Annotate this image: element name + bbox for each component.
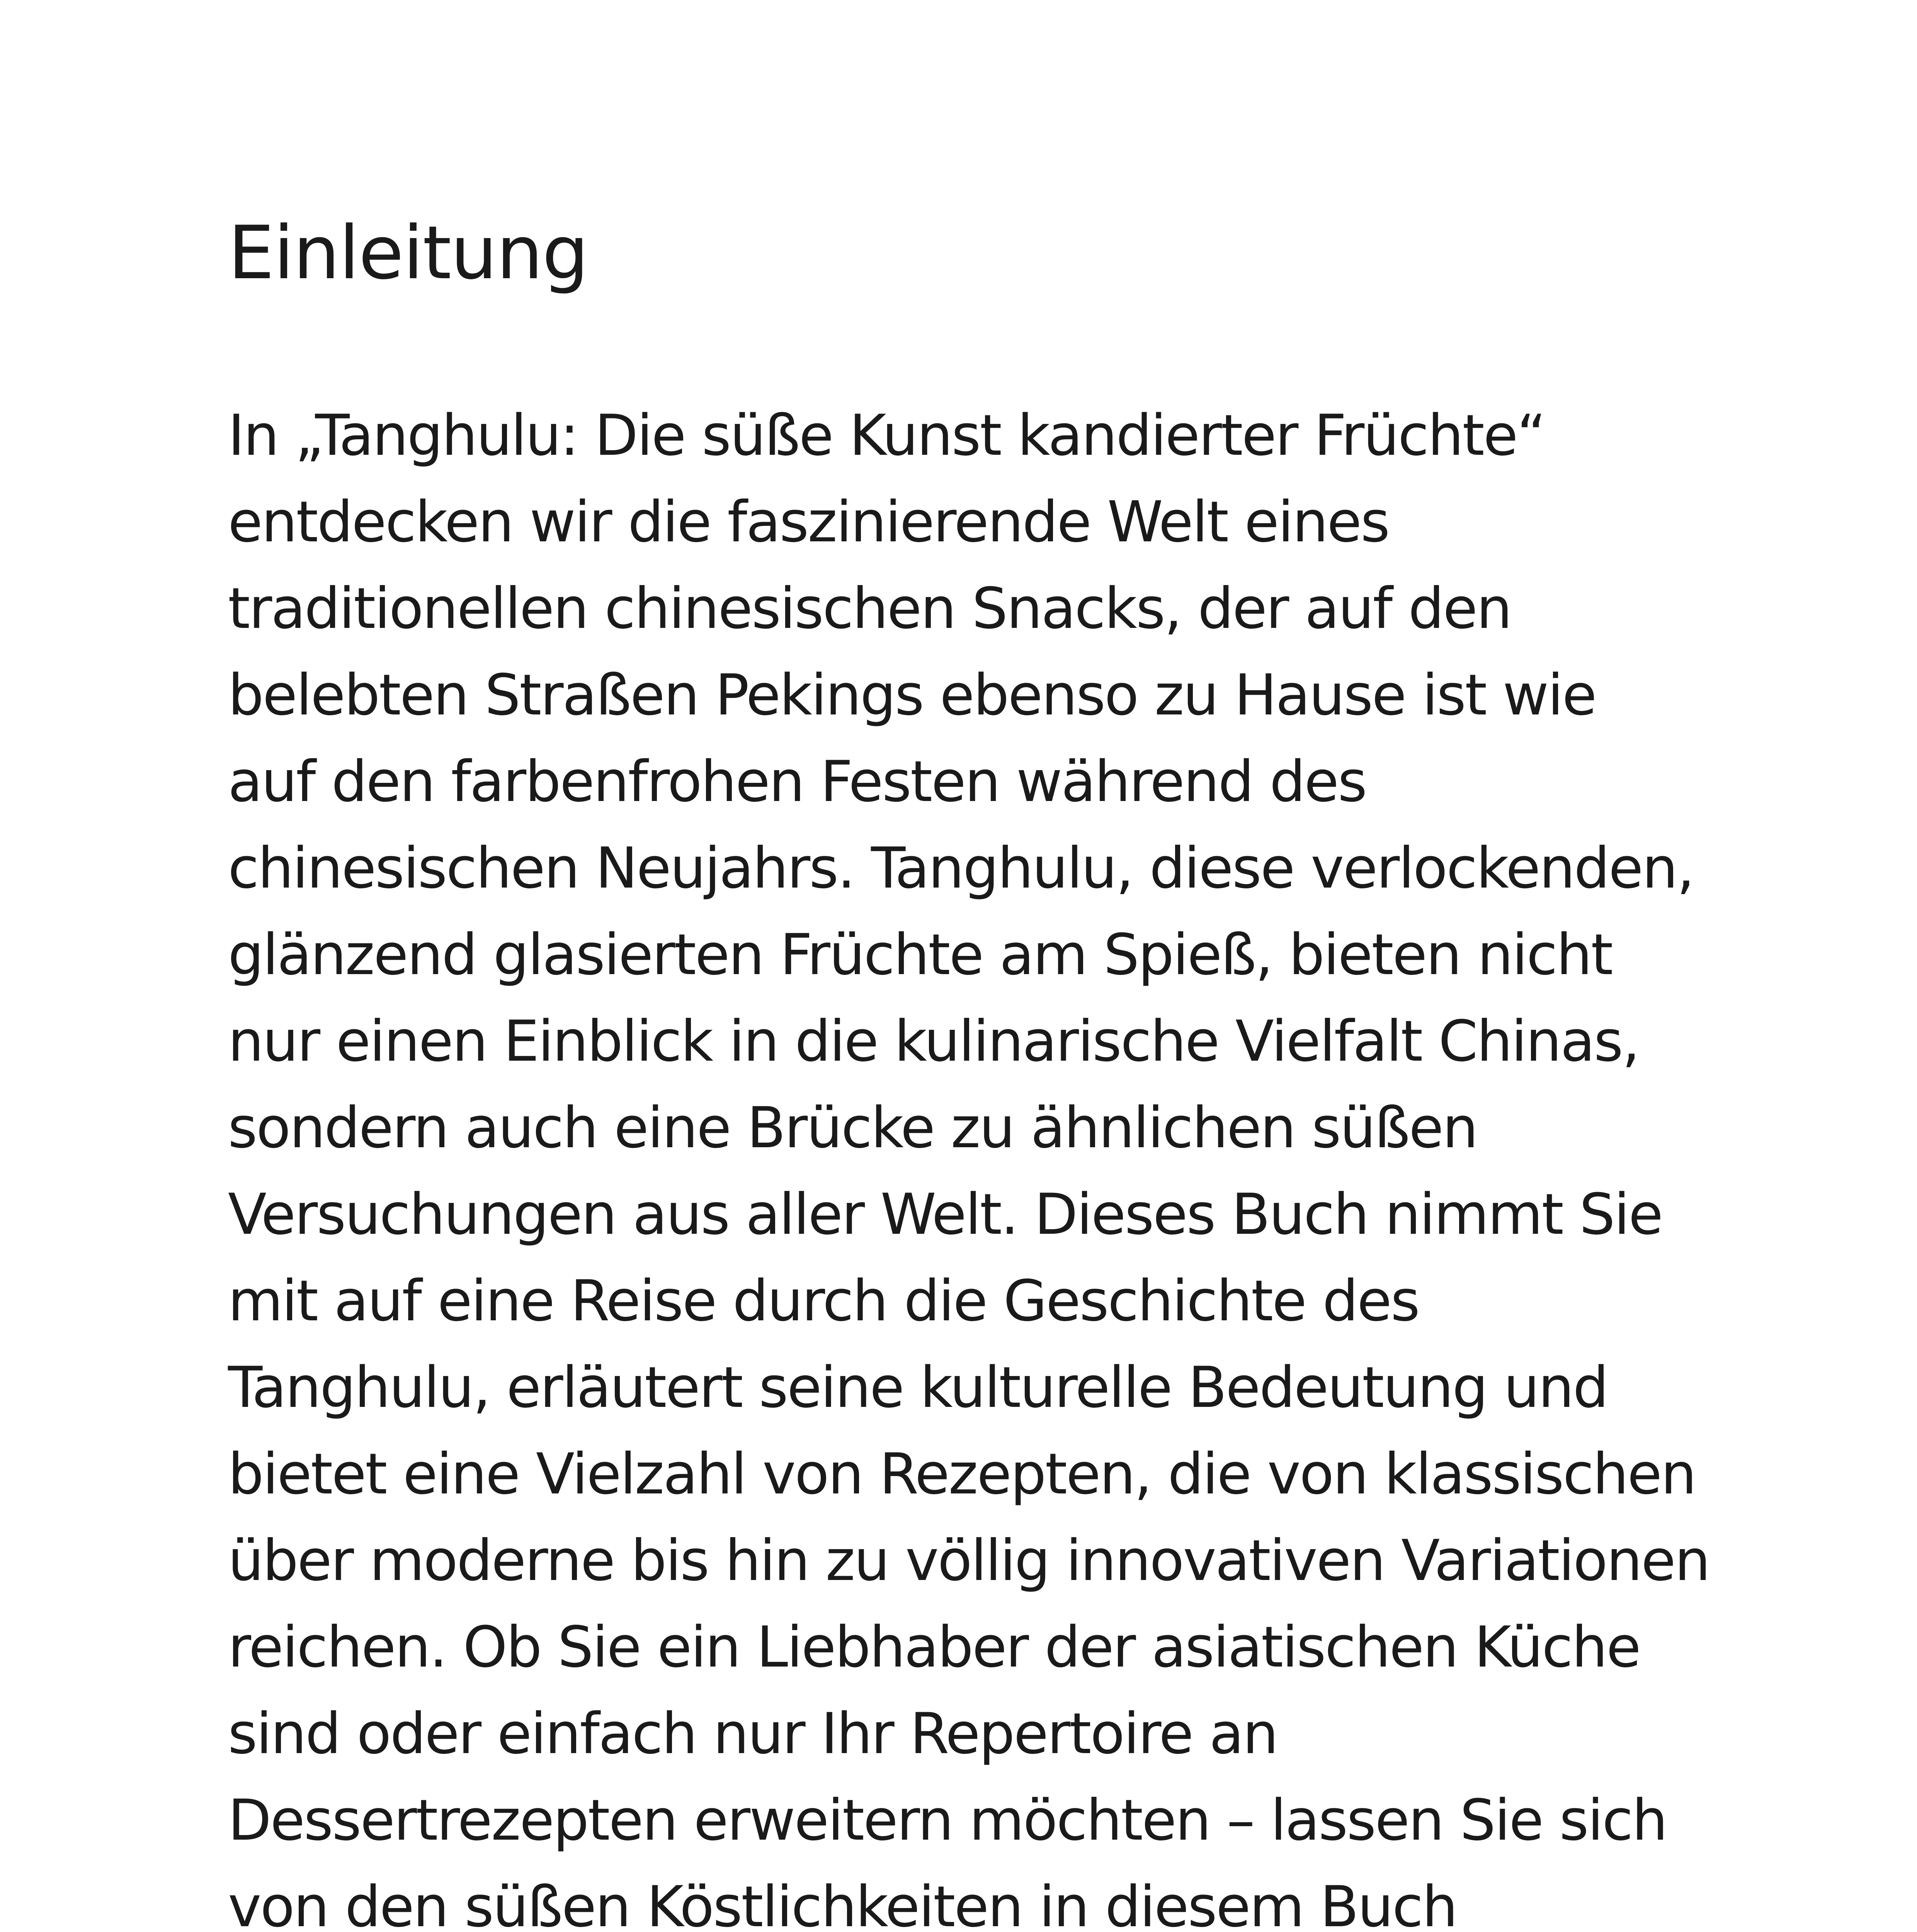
paragraph-line: auf den farbenfrohen Festen während des	[228, 749, 1366, 815]
paragraph-line: reichen. Ob Sie ein Liebhaber der asiatischen Küche	[228, 1614, 1640, 1680]
paragraph-line: entdecken wir die faszinierende Welt eines	[228, 489, 1389, 555]
paragraph-line: bietet eine Vielzahl von Rezepten, die von klassischen	[228, 1441, 1696, 1507]
paragraph-line: In „Tanghulu: Die süße Kunst kandierter Früchte“	[228, 403, 1545, 468]
paragraph-line: von den süßen Köstlichkeiten in diesem Buch	[228, 1874, 1457, 1932]
paragraph-line: nur einen Einblick in die kulinarische Vielfalt Chinas,	[228, 1009, 1639, 1074]
paragraph-line: Versuchungen aus aller Welt. Dieses Buch nimmt Sie	[228, 1182, 1662, 1247]
intro-paragraph	[228, 392, 1735, 1932]
paragraph-line: Dessertrezepten erweitern möchten – lassen Sie sich	[228, 1787, 1667, 1853]
paragraph-line: Tanghulu, erläutert seine kulturelle Bedeutung und	[228, 1355, 1608, 1420]
paragraph-line: glänzend glasierten Früchte am Spieß, bieten nicht	[228, 922, 1612, 988]
section-heading: Einleitung	[228, 210, 588, 296]
paragraph-line: über moderne bis hin zu völlig innovativen Variationen	[228, 1528, 1709, 1594]
paragraph-line: sind oder einfach nur Ihr Repertoire an	[228, 1701, 1277, 1767]
paragraph-line: sondern auch eine Brücke zu ähnlichen süßen	[228, 1095, 1477, 1161]
paragraph-line: mit auf eine Reise durch die Geschichte des	[228, 1268, 1419, 1334]
paragraph-line: belebten Straßen Pekings ebenso zu Hause ist wie	[228, 662, 1596, 728]
paragraph-line: chinesischen Neujahrs. Tanghulu, diese verlockenden,	[228, 835, 1694, 901]
paragraph-line: traditionellen chinesischen Snacks, der auf den	[228, 576, 1511, 641]
